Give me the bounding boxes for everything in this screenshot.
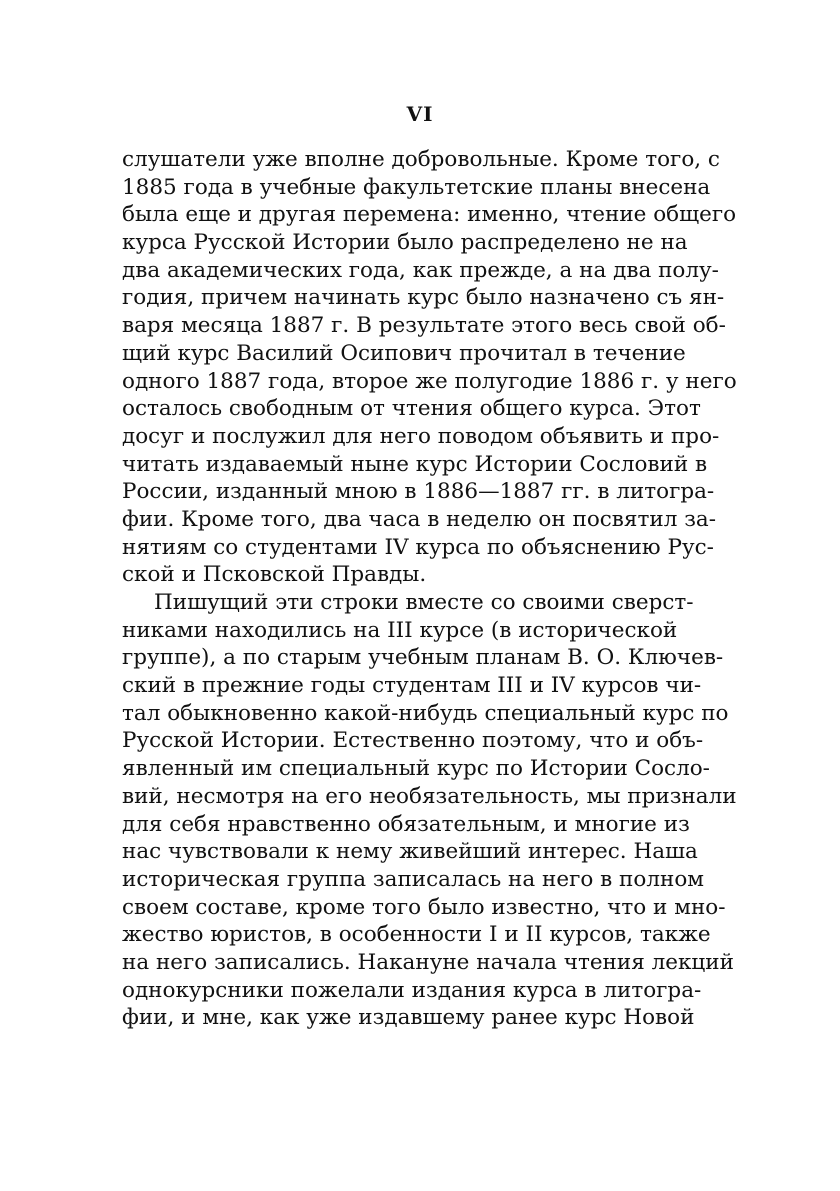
text-line: курса Русской Истории было распределено не на [122, 230, 688, 256]
text-line: тал обыкновенно какой-нибудь специальный курс по [122, 700, 729, 726]
text-line: варя месяца 1887 г. В результате этого весь свой об- [122, 313, 726, 339]
text-line: фии. Кроме того, два часа в неделю он посвятил за- [122, 506, 717, 532]
text-line: досуг и послужил для него поводом объявить и про- [122, 423, 720, 449]
text-line: на него записались. Накануне начала чтения лекций [122, 949, 734, 975]
text-line: явленный им специальный курс по Истории Сосло- [122, 756, 710, 782]
text-line: 1885 года в учебные факультетские планы внесена [122, 174, 711, 200]
text-line: слушатели уже вполне добровольные. Кроме того, с [122, 147, 720, 172]
text-line: своем составе, кроме того было известно, что и мно- [122, 894, 726, 920]
text-line: фии, и мне, как уже издавшему ранее курс Новой [122, 1005, 695, 1031]
text-line: Пишущий эти строки вместе со своими сверст- [154, 590, 694, 615]
text-line: ский в прежние годы студентам III и IV курсов чи- [122, 673, 702, 699]
text-line: осталось свободным от чтения общего курса. Этот [122, 396, 701, 422]
text-line: вий, несмотря на его необязательность, мы признали [122, 783, 737, 809]
text-line: России, изданный мною в 1886—1887 гг. в литогра- [122, 479, 715, 505]
paragraph-1 [122, 146, 737, 589]
text-line: историческая группа записалась на него в полном [122, 866, 704, 892]
text-line: однокурсники пожелали издания курса в литогра- [122, 977, 702, 1003]
body-text [122, 146, 737, 1032]
text-line: щий курс Василий Осипович прочитал в течение [122, 340, 686, 366]
text-line: Русской Истории. Естественно поэтому, что и объ- [122, 728, 704, 754]
text-line: группе), а по старым учебным планам В. О. Ключев- [122, 645, 724, 671]
text-line: два академических года, как прежде, а на два полу- [122, 257, 719, 283]
text-line: ской и Псковской Правды. [122, 562, 427, 588]
text-line: жество юристов, в особенности I и II курсов, также [122, 922, 711, 948]
text-line: нас чувствовали к нему живейший интерес. Наша [122, 839, 698, 865]
text-line: была еще и другая перемена: именно, чтение общего [122, 202, 737, 228]
paragraph-2 [122, 589, 737, 1032]
text-line: никами находились на III курсе (в исторической [122, 617, 678, 643]
text-line: читать издаваемый ныне курс Истории Сословий в [122, 451, 708, 477]
page-number: VI [406, 102, 434, 126]
text-line: одного 1887 года, второе же полугодие 1886 г. у него [122, 368, 737, 394]
text-line: годия, причем начинать курс было назначено съ ян- [122, 285, 725, 311]
text-line: нятиям со студентами IV курса по объяснению Рус- [122, 534, 714, 560]
text-line: для себя нравственно обязательным, и многие из [122, 811, 690, 837]
